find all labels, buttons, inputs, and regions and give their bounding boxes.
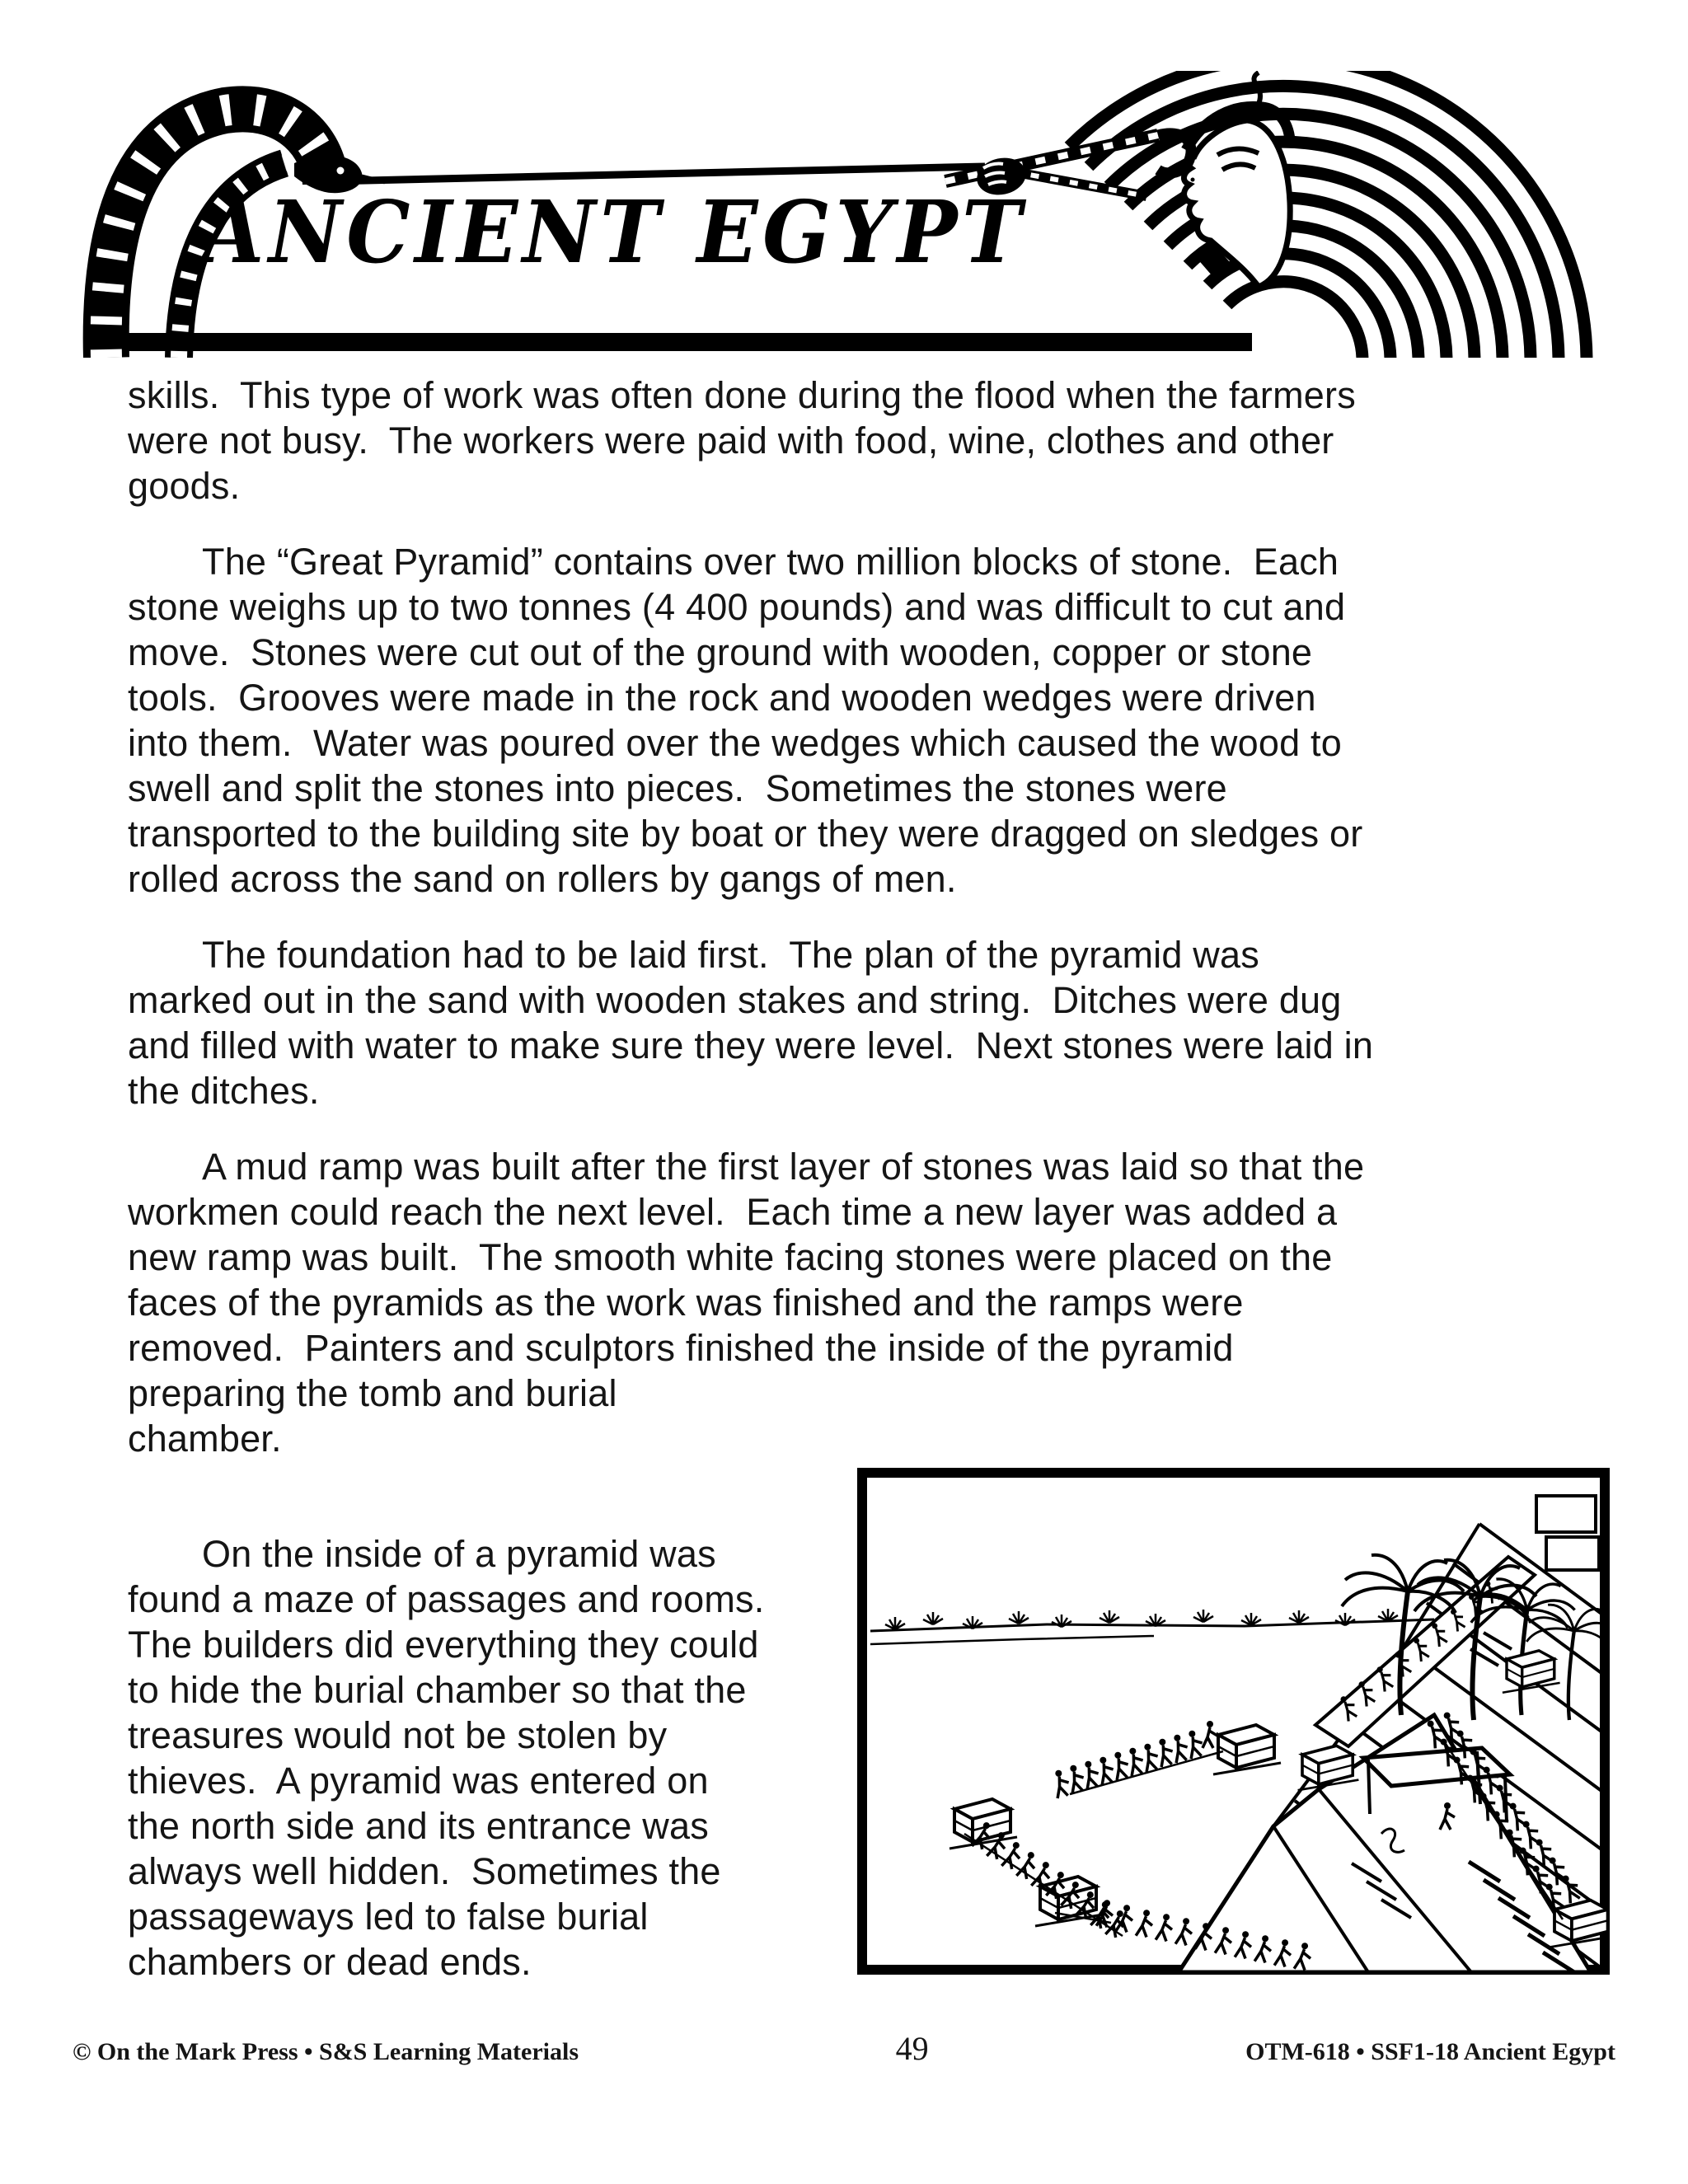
text-line: the north side and its entrance was xyxy=(128,1805,709,1847)
text-line: found a maze of passages and rooms. xyxy=(128,1578,765,1620)
text-line: were not busy. The workers were paid with food, wine, clothes and other xyxy=(128,419,1334,462)
text-line: chamber. xyxy=(128,1418,282,1460)
text-line: stone weighs up to two tonnes (4 400 pounds) and was difficult to cut and xyxy=(128,586,1346,628)
text-line: new ramp was built. The smooth white facing stones were placed on the xyxy=(128,1236,1333,1278)
pharaoh-mask-icon xyxy=(1069,71,1587,358)
text-line: the ditches. xyxy=(128,1070,320,1112)
text-line: chambers or dead ends. xyxy=(128,1941,532,1983)
page-number: 49 xyxy=(895,2030,929,2067)
text-line: always well hidden. Sometimes the xyxy=(128,1850,721,1892)
text-line: The builders did everything they could xyxy=(128,1624,759,1666)
text-line: workmen could reach the next level. Each time a new layer was added a xyxy=(128,1191,1338,1233)
text-line: move. Stones were cut out of the ground with wooden, copper or stone xyxy=(128,631,1313,673)
text-line: transported to the building site by boat or they were dragged on sledges or xyxy=(128,813,1363,855)
text-line: goods. xyxy=(128,465,241,507)
page-footer xyxy=(73,2029,1615,2068)
pyramid-construction-illustration xyxy=(857,1468,1610,1975)
text-line: swell and split the stones into pieces. Sometimes the stones were xyxy=(128,767,1227,809)
text-line: marked out in the sand with wooden stakes and string. Ditches were dug xyxy=(128,979,1342,1021)
publisher-credit: © On the Mark Press • S&S Learning Materials xyxy=(73,2038,579,2065)
text-line: into them. Water was poured over the wedges which caused the wood to xyxy=(128,722,1342,764)
paragraph xyxy=(128,1144,1566,1461)
text-line: thieves. A pyramid was entered on xyxy=(128,1760,709,1802)
paragraph xyxy=(128,373,1566,509)
text-line: rolled across the sand on rollers by gangs of men. xyxy=(128,858,957,900)
text-line: removed. Painters and sculptors finished the inside of the pyramid xyxy=(128,1327,1234,1369)
text-line: faces of the pyramids as the work was finished and the ramps were xyxy=(128,1282,1244,1324)
text-line: passageways led to false burial xyxy=(128,1896,649,1938)
text-line: A mud ramp was built after the first layer of stones was laid so that the xyxy=(202,1146,1365,1188)
ancient-egypt-banner xyxy=(78,71,1614,358)
product-code: OTM-618 • SSF1-18 Ancient Egypt xyxy=(1245,2038,1615,2065)
text-line: treasures would not be stolen by xyxy=(128,1714,668,1756)
text-line: tools. Grooves were made in the rock and wooden wedges were driven xyxy=(128,677,1316,719)
paragraph xyxy=(128,539,1566,902)
text-line: The “Great Pyramid” contains over two million blocks of stone. Each xyxy=(202,541,1339,583)
text-line: skills. This type of work was often done during the flood when the farmers xyxy=(128,374,1356,416)
banner-title: ANCIENT EGYPT xyxy=(195,181,1027,283)
text-line: On the inside of a pyramid was xyxy=(202,1533,716,1575)
text-line: preparing the tomb and burial xyxy=(128,1372,617,1414)
text-line: The foundation had to be laid first. The plan of the pyramid was xyxy=(202,934,1259,976)
paragraph xyxy=(128,932,1566,1113)
text-line: and filled with water to make sure they were level. Next stones were laid in xyxy=(128,1024,1374,1066)
text-line: to hide the burial chamber so that the xyxy=(128,1669,747,1711)
